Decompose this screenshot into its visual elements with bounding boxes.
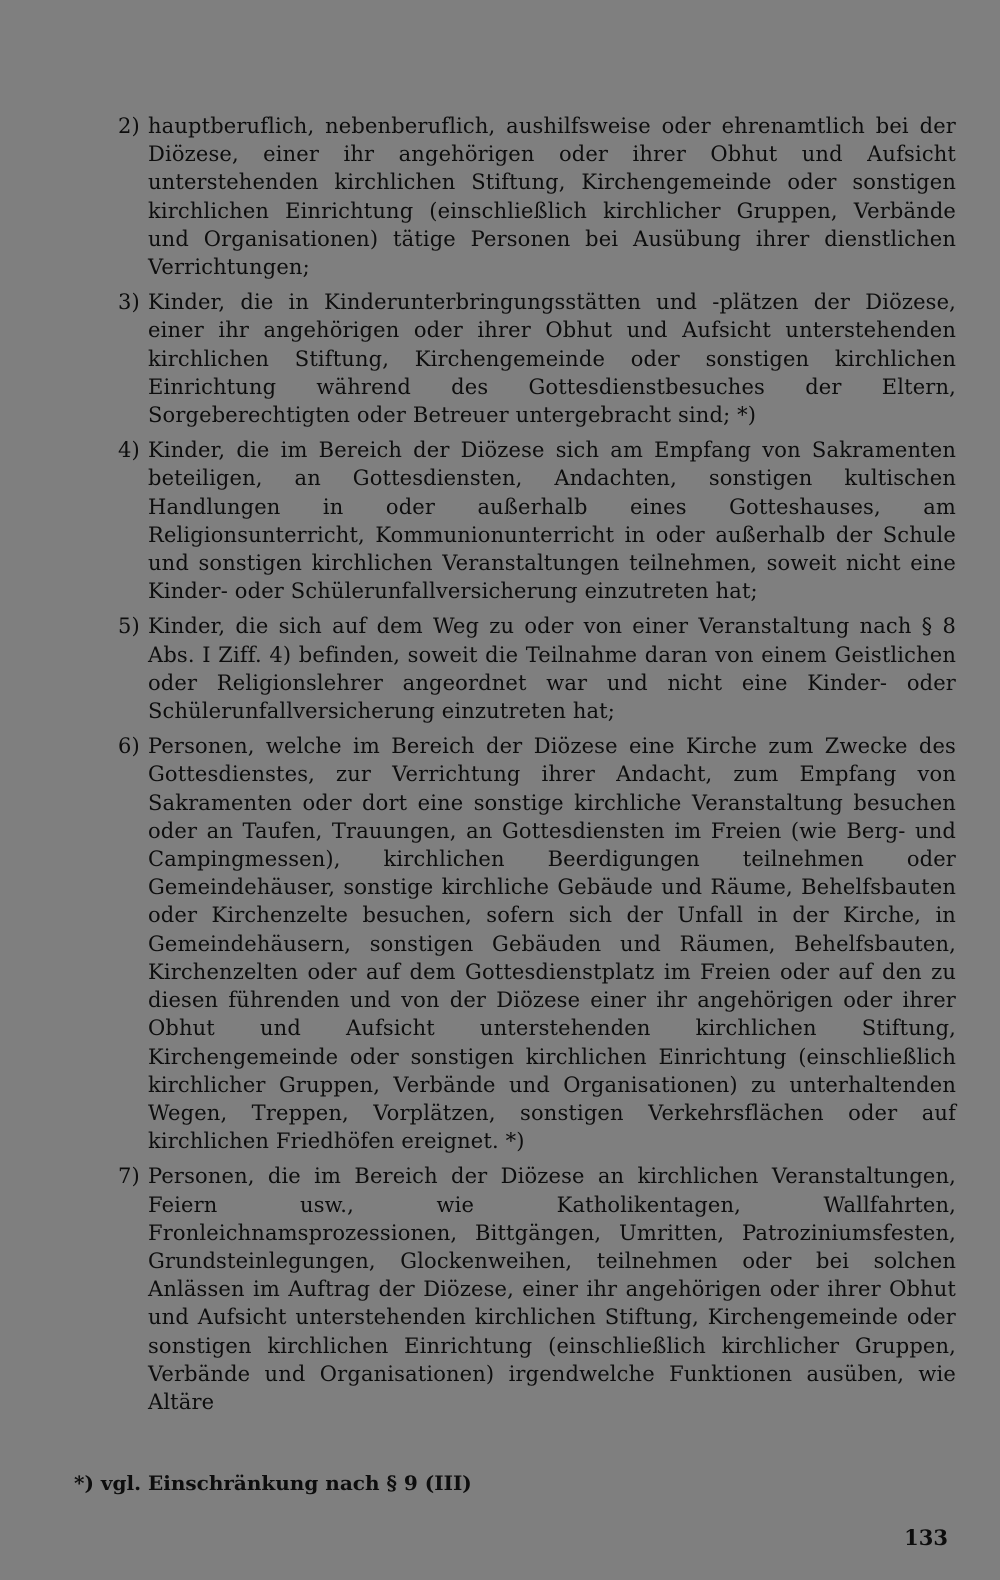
item-number: 5) — [118, 614, 140, 639]
list-item — [118, 288, 956, 429]
list-item — [118, 112, 956, 281]
list-item — [118, 436, 956, 605]
item-text: Personen, welche im Bereich der Diözese eine Kirche zum Zwecke des Gottesdienstes, zur Verrichtung ihrer Andacht, zum Empfang von Sakramenten oder dort eine sonstige kirchliche Veranstaltung besuchen oder an Taufen, Trauungen, an Gottesdiensten im Freien (wie Berg- und Campingmessen), kirchlichen Beerdigungen teilnehmen oder Gemeindehäuser, sonstige kirchliche Gebäude und Räume, Behelfsbauten oder Kirchenzelte besuchen, sofern sich der Unfall in der Kirche, in Gemeindehäusern, sonstigen Gebäuden und Räumen, Behelfsbauten, Kirchenzelten oder auf dem Gottesdienstplatz im Freien oder auf den zu diesen führenden und von der Diözese einer ihr angehörigen oder ihrer Obhut und Aufsicht unterstehenden kirchlichen Stiftung, Kirchengemeinde oder sonstigen kirchlichen Einrichtung (einschließlich kirchlicher Gruppen, Verbände und Organisationen) zu unterhaltenden Wegen, Treppen, Vorplätzen, sonstigen Verkehrsflächen oder auf kirchlichen Friedhöfen ereignet. *) — [148, 734, 956, 1154]
item-text: hauptberuflich, nebenberuflich, aushilfsweise oder ehrenamtlich bei der Diözese, einer ihr angehörigen oder ihrer Obhut und Aufsicht unterstehenden kirchlichen Stiftung, Kirchengemeinde oder sonstigen kirchlichen Einrichtung (einschließlich kirchlicher Gruppen, Verbände und Organisationen) tätige Personen bei Ausübung ihrer dienstlichen Verrichtungen; — [148, 114, 956, 280]
item-text: Kinder, die im Bereich der Diözese sich am Empfang von Sakramenten beteiligen, an Gottesdiensten, Andachten, sonstigen kultischen Handlungen in oder außerhalb eines Gotteshauses, am Religionsunterricht, Kommunionunterricht in oder außerhalb der Schule und sonstigen kirchlichen Veranstaltungen teilnehmen, soweit nicht eine Kinder- oder Schülerunfallversicherung einzutreten hat; — [148, 438, 956, 604]
list-item — [118, 1162, 956, 1416]
item-number: 4) — [118, 438, 140, 463]
item-text: Kinder, die sich auf dem Weg zu oder von einer Veranstaltung nach § 8 Abs. I Ziff. 4) befinden, soweit die Teilnahme daran von einem Geistlichen oder Religionslehrer angeordnet war und nicht eine Kinder- oder Schülerunfallversicherung einzutreten hat; — [148, 614, 956, 724]
item-number: 7) — [118, 1164, 140, 1189]
page-number: 133 — [904, 1525, 948, 1550]
item-number: 2) — [118, 114, 140, 138]
numbered-list — [118, 112, 956, 1423]
item-number: 6) — [118, 734, 140, 759]
item-number: 3) — [118, 290, 140, 315]
item-text: Kinder, die in Kinderunterbringungsstätten und -plätzen der Diözese, einer ihr angehörigen oder ihrer Obhut und Aufsicht unterstehenden kirchlichen Stiftung, Kirchengemeinde oder sonstigen kirchlichen Einrichtung während des Gottesdienstbesuches der Eltern, Sorgeberechtigten oder Betreuer untergebracht sind; *) — [148, 290, 956, 428]
list-item — [118, 612, 956, 725]
footnote: *) vgl. Einschränkung nach § 9 (III) — [74, 1471, 472, 1495]
list-item — [118, 732, 956, 1155]
item-text: Personen, die im Bereich der Diözese an kirchlichen Veranstaltungen, Feiern usw., wie Katholikentagen, Wallfahrten, Fronleichnamsprozessionen, Bittgängen, Umritten, Patroziniumsfesten, Grundsteinlegungen, Glockenweihen, teilnehmen oder bei solchen Anlässen im Auftrag der Diözese, einer ihr angehörigen oder ihrer Obhut und Aufsicht unterstehenden kirchlichen Stiftung, Kirchengemeinde oder sonstigen kirchlichen Einrichtung (einschließlich kirchlicher Gruppen, Verbände und Organisationen) irgendwelche Funktionen ausüben, wie Altäre — [148, 1164, 956, 1414]
